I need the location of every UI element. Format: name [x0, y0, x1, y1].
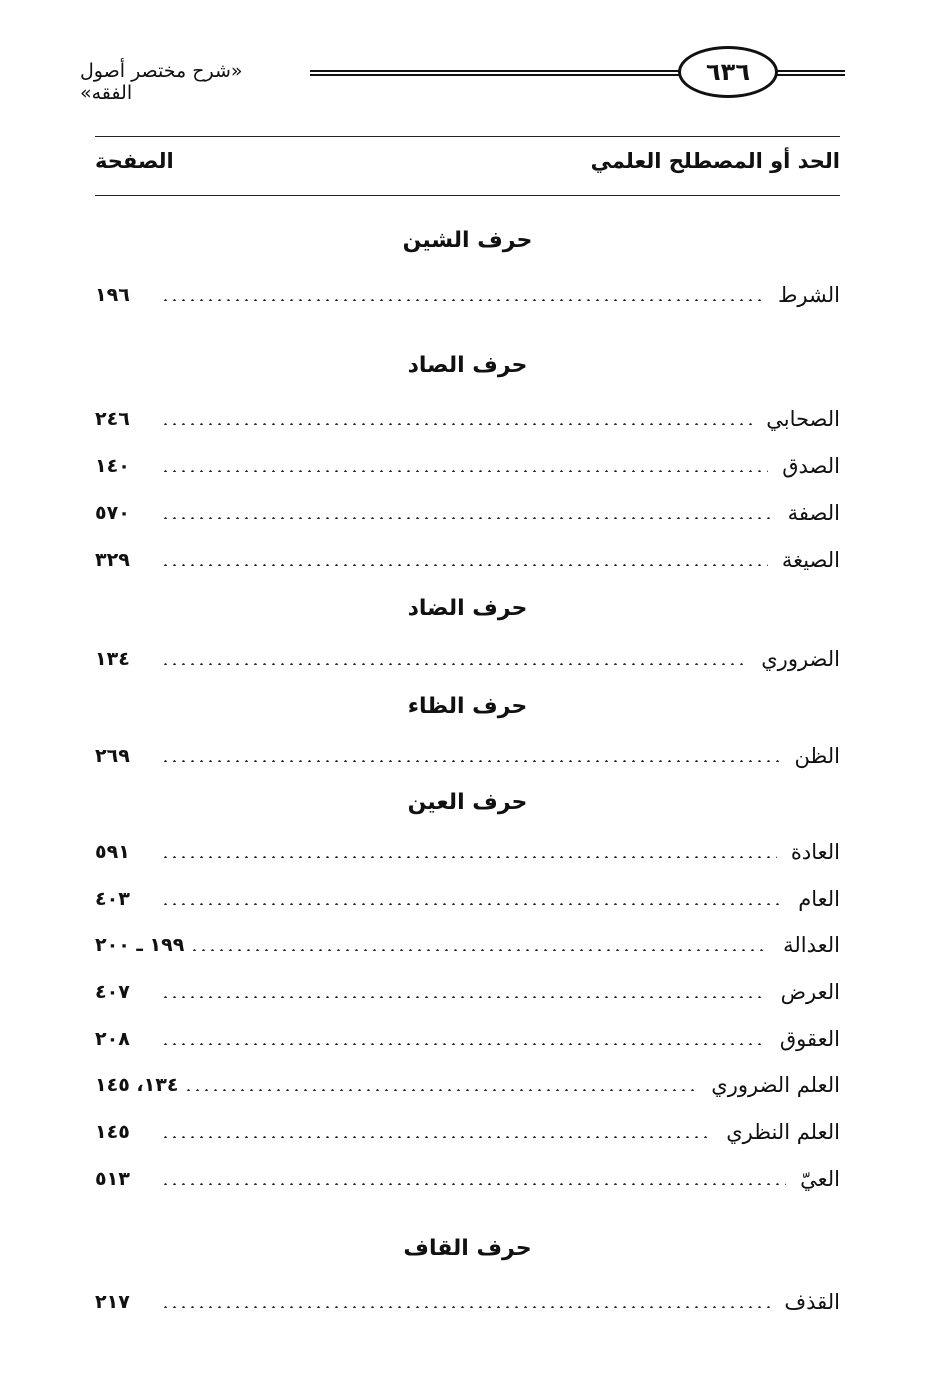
dot-leader — [190, 949, 769, 951]
section-heading: حرف الظاء — [407, 694, 528, 719]
dot-leader — [161, 1043, 766, 1045]
entry-term: العدالة — [783, 933, 840, 957]
index-entry — [95, 1114, 840, 1150]
entry-pages: ١٤٠ — [95, 455, 130, 477]
dot-leader — [161, 760, 781, 762]
entry-term: الضروري — [761, 647, 840, 671]
entry-pages: ٢٦٩ — [95, 745, 130, 767]
entry-term: الصفة — [787, 501, 840, 525]
column-header-bottom-rule — [95, 195, 840, 196]
dot-leader — [161, 1306, 770, 1308]
entry-term: العيّ — [800, 1167, 840, 1191]
index-entry — [95, 448, 840, 484]
header-double-rule-right — [775, 70, 845, 76]
index-entry — [95, 542, 840, 578]
entry-pages: ٢١٧ — [95, 1291, 130, 1313]
entry-term: الصحابي — [766, 407, 840, 431]
entry-pages: ٢٤٦ — [95, 408, 130, 430]
index-entry — [95, 1161, 840, 1197]
dot-leader — [161, 470, 768, 472]
section-heading: حرف الصاد — [407, 353, 528, 378]
dot-leader — [184, 1089, 697, 1091]
index-entry — [95, 641, 840, 677]
index-entry — [95, 1067, 840, 1103]
index-entry — [95, 277, 840, 313]
section-heading: حرف الضاد — [407, 596, 528, 621]
entry-pages: ٥١٣ — [95, 1168, 130, 1190]
dot-leader — [161, 856, 777, 858]
entry-term: العادة — [790, 840, 840, 864]
dot-leader — [161, 903, 784, 905]
entry-term: الصيغة — [781, 548, 840, 572]
entry-pages: ١٤٥ — [95, 1121, 130, 1143]
section-heading: حرف العين — [407, 790, 528, 815]
entry-pages: ٥٧٠ — [95, 502, 130, 524]
entry-pages: ٣٢٩ — [95, 549, 130, 571]
index-entry — [95, 401, 840, 437]
index-entry — [95, 881, 840, 917]
index-entry — [95, 738, 840, 774]
dot-leader — [161, 423, 752, 425]
entry-term: العلم النظري — [726, 1120, 840, 1144]
index-entry — [95, 1021, 840, 1057]
dot-leader — [161, 663, 747, 665]
entry-term: الشرط — [778, 283, 840, 307]
index-entry — [95, 1284, 840, 1320]
index-entry — [95, 834, 840, 870]
index-entry — [95, 927, 840, 963]
entry-pages: ٤٠٣ — [95, 888, 130, 910]
entry-pages: ١٩٩ ـ ٢٠٠ — [95, 934, 185, 956]
book-title: «شرح مختصر أصول الفقه» — [80, 60, 243, 104]
entry-pages: ١٩٦ — [95, 284, 130, 306]
index-entry — [95, 974, 840, 1010]
section-heading: حرف الشين — [402, 228, 533, 253]
dot-leader — [161, 299, 764, 301]
dot-leader — [161, 1136, 712, 1138]
entry-pages: ٤٠٧ — [95, 981, 130, 1003]
entry-term: العام — [798, 887, 840, 911]
page-column-heading: الصفحة — [95, 149, 174, 173]
dot-leader — [161, 564, 768, 566]
index-entry — [95, 495, 840, 531]
entry-pages: ١٣٤ — [95, 648, 130, 670]
page-number: ٦٣٦ — [678, 46, 778, 98]
running-header — [80, 44, 845, 114]
column-header — [95, 145, 840, 185]
header-double-rule — [310, 70, 690, 76]
entry-pages: ١٣٤، ١٤٥ — [95, 1074, 179, 1096]
dot-leader — [161, 517, 774, 519]
entry-term: القذف — [784, 1290, 840, 1314]
entry-term: الصدق — [782, 454, 840, 478]
dot-leader — [161, 996, 767, 998]
column-header-top-rule — [95, 136, 840, 137]
term-column-heading: الحد أو المصطلح العلمي — [590, 149, 840, 173]
section-heading: حرف القاف — [403, 1236, 532, 1261]
entry-term: الظن — [794, 744, 840, 768]
entry-pages: ٥٩١ — [95, 841, 130, 863]
entry-term: العلم الضروري — [711, 1073, 840, 1097]
dot-leader — [161, 1183, 786, 1185]
entry-term: العقوق — [779, 1027, 840, 1051]
entry-term: العرض — [780, 980, 840, 1004]
entry-pages: ٢٠٨ — [95, 1028, 130, 1050]
